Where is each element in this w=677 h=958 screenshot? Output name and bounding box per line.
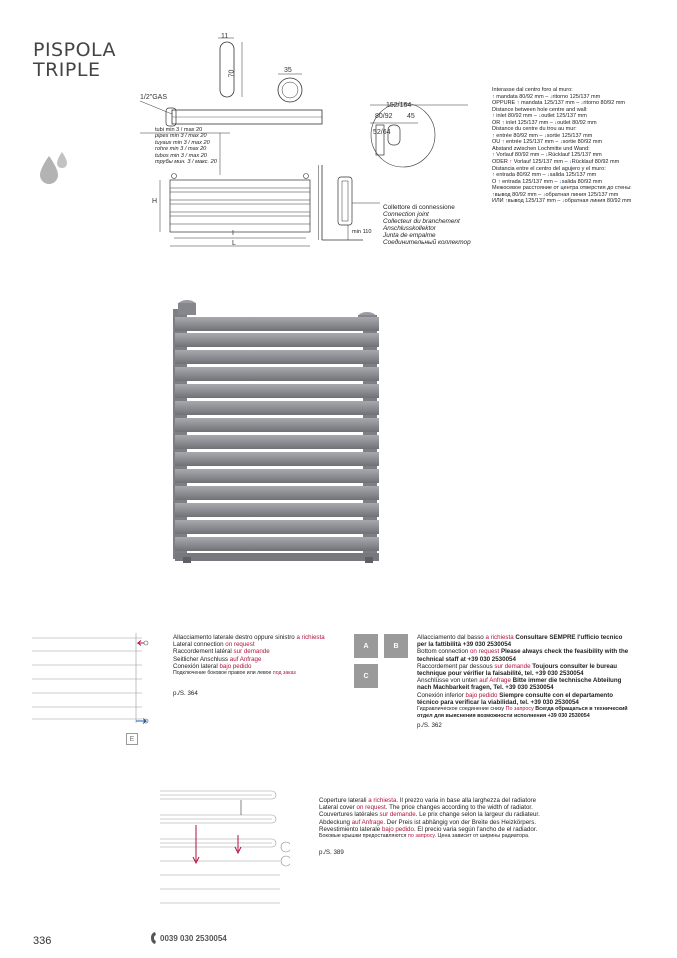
- page-title: [33, 40, 116, 80]
- dim-min110: min 110: [352, 229, 372, 235]
- tubes-ru: трубы мин. 3 / макс. 20: [155, 159, 217, 166]
- dim-11: 11: [221, 33, 229, 40]
- dim-80: 80/92: [375, 113, 393, 120]
- tubes-es: tubos min 3 / max 20: [155, 152, 207, 159]
- tubes-it: tubi min 3 / max 20: [155, 127, 203, 133]
- dim-52: 52/64: [373, 129, 391, 136]
- radiator-image: [165, 295, 390, 580]
- spec-de-title: Abstand zwischen Lochmitte und Wand:: [492, 145, 590, 152]
- spec-es-title: Distancia entre el centro del agujero y el muro:: [492, 165, 606, 172]
- lateral-cover-drawing: [160, 785, 290, 920]
- title-line-1: PISPOLA: [33, 39, 117, 61]
- cover-page-ref: p./S. 389: [319, 849, 344, 857]
- spec-it-title: Interasse dal centro foro al muro:: [492, 87, 573, 93]
- collector-fr: Collecteur du branchement: [383, 218, 460, 225]
- dim-h: H: [152, 198, 158, 205]
- dim-45: 45: [407, 113, 415, 120]
- tag-a: A: [354, 634, 378, 658]
- dim-152: 152/164: [386, 102, 412, 109]
- spec-ru-title: Межосевое расстояние от центра отверстия до стены:: [492, 185, 632, 192]
- bottom-connection-text: Allacciamento dal basso a richiesta Consultare SEMPRE l'ufficio tecnico per la fattibilità +39 030 2530054 Bottom connection on request Please always check the feasibility with the technical staff at +39 030 2530054 Raccordement par dessous sur demande Toujours consulter le bureau technique pour vérifier la faisabilité, tel. +39 030 2530054 Anschlüsse von unten auf Anfrage Bitte immer die technische Abteilung nach Machbarkeit fragen, Tel. +39 030 2530054 Conexión inferior bajo pedido Siempre consulte con el departamento técnico para verificar la viabilidad, tel. +39 030 2530054 Гидравлическое соединение снизу По запросу Всегда обращаться в технический отдел для выяснения возможности исполнения +39 030 2530054 p./S. 362: [417, 634, 629, 730]
- lateral-connection-drawing: [32, 633, 152, 728]
- bottom-page-ref: p./S. 362: [417, 722, 442, 730]
- collector-it: Collettore di connessione: [383, 204, 455, 211]
- tubes-en: pipes min 3 / max 20: [155, 133, 207, 140]
- collector-de: Anschlusskollektor: [383, 225, 436, 232]
- dim-35: 35: [284, 67, 292, 74]
- title-line-2: TRIPLE: [33, 59, 101, 81]
- footer-phone: [150, 931, 227, 945]
- dim-l: L: [232, 240, 236, 247]
- tubes-de: rohre min 3 / max 20: [155, 146, 207, 153]
- phone-icon: [150, 931, 158, 945]
- lateral-page-ref: p./S. 364: [173, 690, 198, 698]
- collector-es: Junta de empalme: [383, 232, 436, 239]
- lateral-cover-text: Coperture laterali a richiesta. Il prezzo varia in base alla larghezza del radiatore Lateral cover on request. The price changes according to the width of radiator. Couvertures latérales sur demande. Le prix change selon la largeur du radiateur. Abdeckung auf Anfrage. Der Preis ist abhängig von der Breite des Heizkörpers. Revestimiento laterale bajo pedido. El precio varia según l'ancho de el radiador. Боковые крышки предоставляются по запросу. Цена зависит от ширины радиатора. p./S. 389: [319, 797, 540, 857]
- tag-e: E: [126, 733, 138, 745]
- lateral-connection-text: Allacciamento laterale destro oppure sinistro a richiesta Lateral connection on request Raccordement latéral sur demande Seitlicher Anschluss auf Anfrage Conexión lateral bajo pedido Подключение боковое правое или левое под заказ p./S. 364: [173, 634, 325, 698]
- dim-i: I: [232, 230, 234, 237]
- spec-fr-title: Distance du centre du trou au mur:: [492, 126, 577, 133]
- spec-en-title: Distance between hole centre and wall:: [492, 106, 588, 113]
- phone-number: 0039 030 2530054: [160, 933, 227, 943]
- page-number: 336: [33, 935, 52, 947]
- water-drops-icon: [38, 150, 70, 186]
- tubes-label: [155, 127, 217, 165]
- dim-70: 70: [228, 69, 236, 78]
- collector-ru: Соединительный коллектор: [383, 239, 471, 246]
- gas-label: 1/2"GAS: [140, 94, 167, 101]
- collector-label: [383, 204, 471, 246]
- tag-b: B: [384, 634, 408, 658]
- tubes-fr: tuyaux min 3 / max 20: [155, 139, 210, 146]
- collector-en: Connection joint: [383, 211, 429, 218]
- tag-c: C: [354, 664, 378, 688]
- distance-spec: Interasse dal centro foro al muro: ↑ mandata 80/92 mm – ↓ ritorno 125/137 mm OPPURE ↑ mandata 125/137 mm – ↓ ritorno 80/92 mm Distance between hole centre and wall: ↑ inlet 80/92 mm – ↓ outlet 125/137 mm OR ↑ inlet 125/137 mm – ↓ outlet 80/92 mm Distance du centre du trou au mur: ↑ entrée 80/92 mm – ↓ sortie 125/137 mm OU ↑ entrée 125/137 mm – ↓ sortie 80/92 mm Abstand zwischen Lochmitte und Wand: ↑ Vorlauf 80/92 mm – ↓ Rücklauf 125/137 mm ODER ↑ Vorlauf 125/137 mm – ↓ Rücklauf 80/92 mm Distancia entre el centro del agujero y el muro: ↑ entrada 80/92 mm – ↓ salida 125/137 mm O ↑ entrada 125/137 mm – ↓ salida 80/92 mm Межосевое расстояние от центра отверстия до стены: ↑ вывод 80/92 mm – ↓ обратная линия 125/137 mm ИЛИ ↑ вывод 125/137 mm – ↓ обратная линия 80/92 mm: [492, 87, 632, 205]
